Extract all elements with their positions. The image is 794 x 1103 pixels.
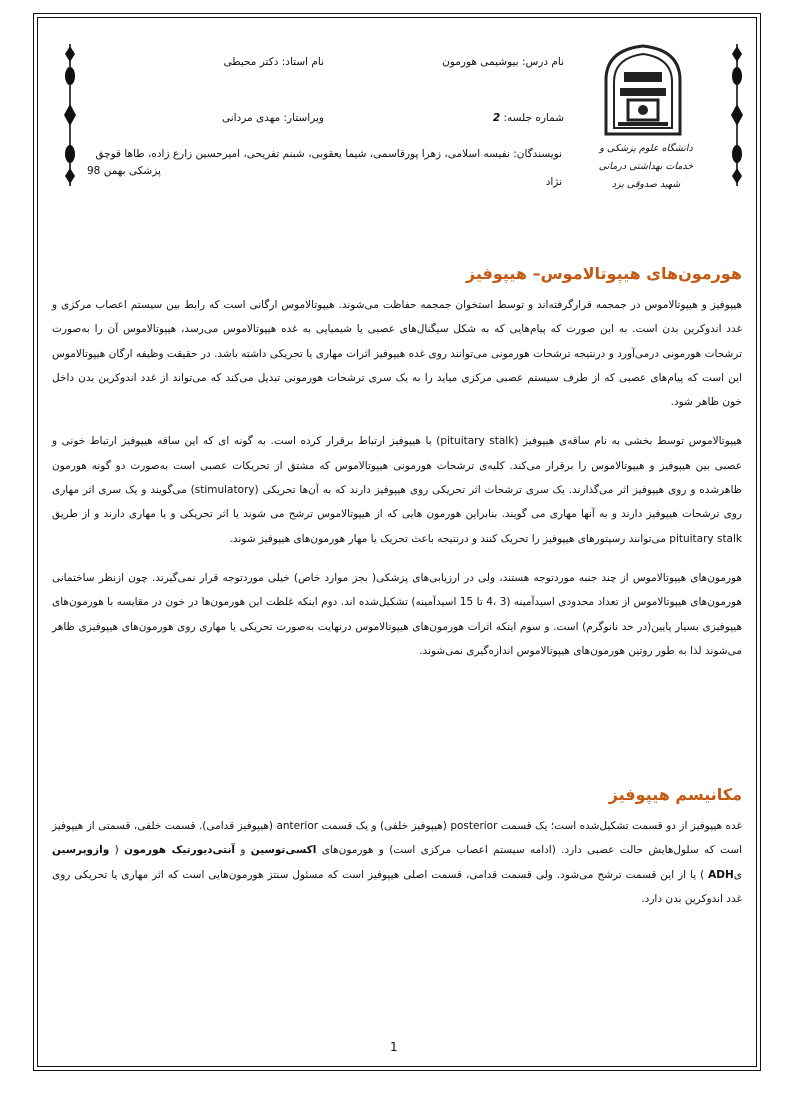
right-border-ornament: [730, 44, 744, 186]
editor-name: [222, 112, 324, 124]
course-value: بیوشیمی هورمون: [442, 56, 519, 68]
section-hypothalamus-hypophysis: [52, 264, 742, 663]
left-border-ornament: [63, 44, 77, 186]
vasopressin-term: وازوپرسین: [52, 844, 110, 857]
session-label: شماره جلسه:: [503, 112, 564, 124]
text-run: ) یا از این قسمت ترشح می‌شود. ولی قسمت قدامی، قسمت اصلی هیپوفیز است که مسئول سنتز هورمون‌هایی است که اثر مهاری یا تحریکی روی غدد اندوکرین بدن دارد.: [52, 868, 742, 905]
text-run: (: [109, 844, 125, 857]
adh-term: ADH: [708, 868, 734, 881]
paragraph: هیپوفیز و هیپوتالاموس در جمجمه قرارگرفته‌اند و توسط استخوان جمجمه حفاظت می‌شوند. هیپوتالاموس ارگانی است که رابط بین سیستم اعصاب مرکزی و غدد اندوکرین بدن است. به این صورت که پیام‌هایی که به شکل سیگنال‌های عصبی یا شیمیایی به غده هیپوتالاموس می‌رسد، هیپوتالاموس آن را به‌صورت ترشحات هورمونی درمی‌آورد و درنتیجه ترشحات هورمونی می‌توانند روی غده هیپوفیز اثرات مهاری یا تحریکی داشته باشد. در حقیقت وظیفه ارگان هیپوتالاموس این است که پیام‌های عصبی که از طرف سیستم عصبی مرکزی میاید را به یک سری ترشحات هورمونی تبدیل می‌کند که می‌تواند از غدد اندوکرین بدن داخل خون ظاهر شود.: [52, 299, 742, 409]
oxytocin-term: اکسی‌توسین: [250, 844, 317, 857]
university-name: دانشگاه علوم پزشکی و خدمات بهداشتی درمانی شهید صدوقی یزد: [598, 143, 694, 190]
section-heading: مکانیسم هیپوفیز: [608, 785, 742, 804]
document-date: پزشکی بهمن 98: [87, 165, 161, 177]
university-logo: [598, 42, 688, 142]
paragraph: هیپوتالاموس توسط بخشی به نام ساقه‌ی هیپوفیز (pituitary stalk) با هیپوفیز ارتباط برقرار کرده است. به گونه ای که این ساقه هیپوفیز ارتباط خونی و عصبی بین هیپوفیز و هیپوتالاموس را برقرار می‌کند. کلیه‌ی ترشحات هورمونی هیپوتالاموس که مشتق از تحریکات عصبی است به‌صورت دو گونه هورمون ظاهرشده و روی هیپوفیز اثر می‌گذارند. یک سری ترشحات اثر تحریکی روی هیپوفیز دارند که به آن‌ها تحریکی (stimulatory) می‌گویند و یک سری اثر مهاری روی ترشحات هیپوفیز دارند و به آنها مهاری می گویند. بنابراین هورمون هایی که از هیپوتالاموس ترشح می شوند یا اثر تحریکی و یا مهاری دارند و از طریق pituitary stalk می‌توانند رسپتورهای هیپوفیز را تحریک کنند و درنتیجه باعث تحریک یا مهار هورمون‌های هیپوفیز شوند.: [52, 435, 743, 545]
section-heading: هورمون‌های هیپوتالاموس– هیپوفیز: [465, 264, 742, 283]
antidiuretic-hormone-term: آنتی‌دیورتیک هورمون: [124, 844, 236, 857]
course-name: [442, 56, 564, 68]
section-hypophysis-mechanism: [52, 785, 742, 911]
paragraph: [52, 814, 742, 911]
editor-label: ویراستار:: [283, 112, 324, 124]
authors: [92, 140, 562, 196]
text-run: ی: [733, 868, 742, 881]
instructor-name: [223, 56, 324, 68]
instructor-label: نام استاد:: [281, 56, 324, 68]
text-run: غده هیپوفیز از دو قسمت تشکیل‌شده است؛ یک قسمت posterior (هیپوفیز خلفی) و یک قسمت anterior (هیپوفیز قدامی). قسمت خلفی، قسمتی از هیپوفیز است که سلول‌هایش حالت عصبی دارد. (ادامه سیستم اعصاب مرکزی است) و هورمون‌های: [52, 820, 743, 857]
session-value: 2: [492, 112, 501, 124]
editor-value: مهدی مردانی: [221, 112, 281, 124]
paragraph: هورمون‌های هیپوتالاموس از چند جنبه موردتوجه هستند، ولی در ارزیابی‌های پزشکی( بجز موارد خاص) خیلی موردتوجه قرار نمی‌گیرند. چون ازنظر ساختمانی هورمون‌های هیپوتالاموس از تعداد محدودی اسیدآمینه (3 ،4 تا 15 اسیدآمینه) تشکیل‌شده اند. دوم اینکه غلظت این هورمون‌ها در خون در مقایسه با هورمون‌های هیپوفیزی بسیار پایین(در حد نانوگرم) است. و سوم اینکه اثرات هورمون‌های هیپوتالاموس درنهایت به‌صورت تحریکی یا مهاری روی هورمون‌های هیپوفیزی ظاهر می‌شوند لذا به طور روتین هورمون‌های هیپوتالاموس اندازه‌گیری نمی‌شوند.: [52, 571, 742, 657]
text-run: و: [235, 844, 251, 857]
authors-label: نویسندگان:: [513, 148, 562, 160]
course-label: نام درس:: [521, 56, 564, 68]
authors-value: نفیسه اسلامی، زهرا پورقاسمی، شیما یعقوبی، شبنم تفریحی، امیرحسین زارع زاده، طاها قوچق نژاد: [95, 148, 562, 188]
page-number: 1: [390, 1040, 398, 1054]
instructor-value: دکتر محیطی: [223, 56, 279, 68]
session-number: [493, 112, 564, 124]
